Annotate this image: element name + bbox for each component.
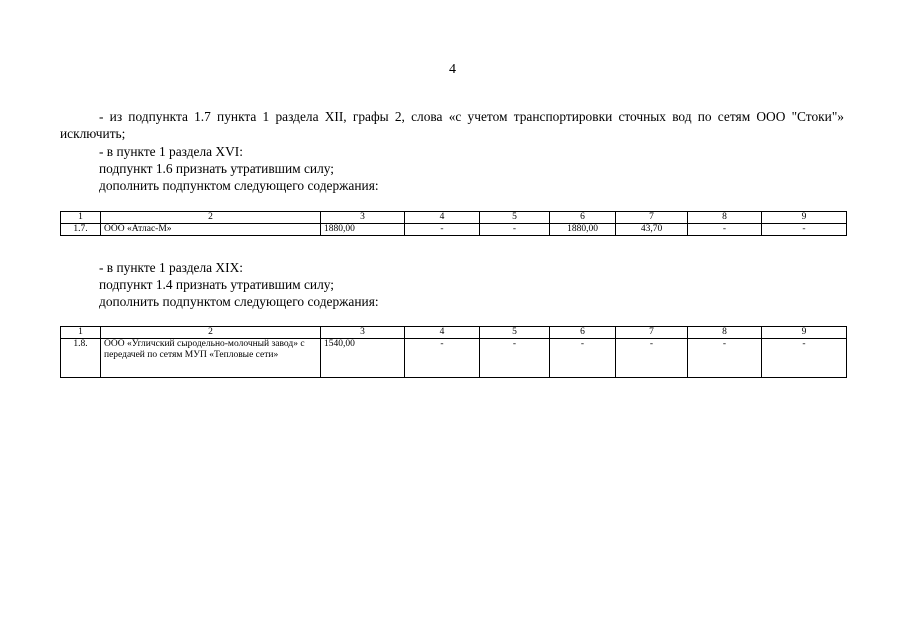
header-cell: 3 (321, 327, 405, 339)
header-cell: 6 (550, 212, 616, 224)
organization-cell: ООО «Угличский сыродельно-молочный завод» с передачей по сетям МУП «Тепловые сети» (101, 339, 321, 378)
value-cell: 1880,00 (550, 224, 616, 236)
header-cell: 5 (480, 327, 550, 339)
paragraph-repeal-1-4: подпункт 1.4 признать утратившим силу; (99, 277, 334, 292)
header-cell: 5 (480, 212, 550, 224)
value-cell: 1880,00 (321, 224, 405, 236)
value-cell: - (405, 339, 480, 378)
table-row (61, 339, 847, 378)
organization-cell: ООО «Атлас-М» (101, 224, 321, 236)
value-cell: - (688, 224, 762, 236)
value-cell: - (405, 224, 480, 236)
paragraph-amend-xii: - из подпункта 1.7 пункта 1 раздела XII, графы 2, слова «с учетом транспортировки сточных вод по сетям ООО "Стоки"» исключить; (60, 109, 844, 141)
table-header-row (61, 327, 847, 339)
value-cell: - (480, 224, 550, 236)
value-cell: - (762, 339, 847, 378)
row-number-cell: 1.8. (61, 339, 101, 378)
header-cell: 2 (101, 212, 321, 224)
value-cell: - (616, 339, 688, 378)
header-cell: 3 (321, 212, 405, 224)
value-cell: - (688, 339, 762, 378)
row-number-cell: 1.7. (61, 224, 101, 236)
header-cell: 7 (616, 327, 688, 339)
value-cell: 43,70 (616, 224, 688, 236)
header-cell: 7 (616, 212, 688, 224)
header-cell: 1 (61, 327, 101, 339)
header-cell: 9 (762, 212, 847, 224)
header-cell: 2 (101, 327, 321, 339)
table-row (61, 224, 847, 236)
header-cell: 4 (405, 327, 480, 339)
value-cell: 1540,00 (321, 339, 405, 378)
header-cell: 8 (688, 327, 762, 339)
paragraph-add-subitem-2: дополнить подпунктом следующего содержания: (99, 294, 379, 309)
table-section-xix (60, 326, 847, 378)
paragraph-section-xix: - в пункте 1 раздела XIX: (99, 260, 243, 275)
table-header-row (61, 212, 847, 224)
paragraph-repeal-1-6: подпункт 1.6 признать утратившим силу; (99, 161, 334, 176)
value-cell: - (762, 224, 847, 236)
value-cell: - (550, 339, 616, 378)
header-cell: 6 (550, 327, 616, 339)
header-cell: 1 (61, 212, 101, 224)
header-cell: 4 (405, 212, 480, 224)
paragraph-add-subitem-1: дополнить подпунктом следующего содержания: (99, 178, 379, 193)
header-cell: 8 (688, 212, 762, 224)
paragraph-section-xvi: - в пункте 1 раздела XVI: (99, 144, 243, 159)
value-cell: - (480, 339, 550, 378)
page-number: 4 (449, 62, 456, 77)
table-section-xvi (60, 211, 847, 236)
header-cell: 9 (762, 327, 847, 339)
